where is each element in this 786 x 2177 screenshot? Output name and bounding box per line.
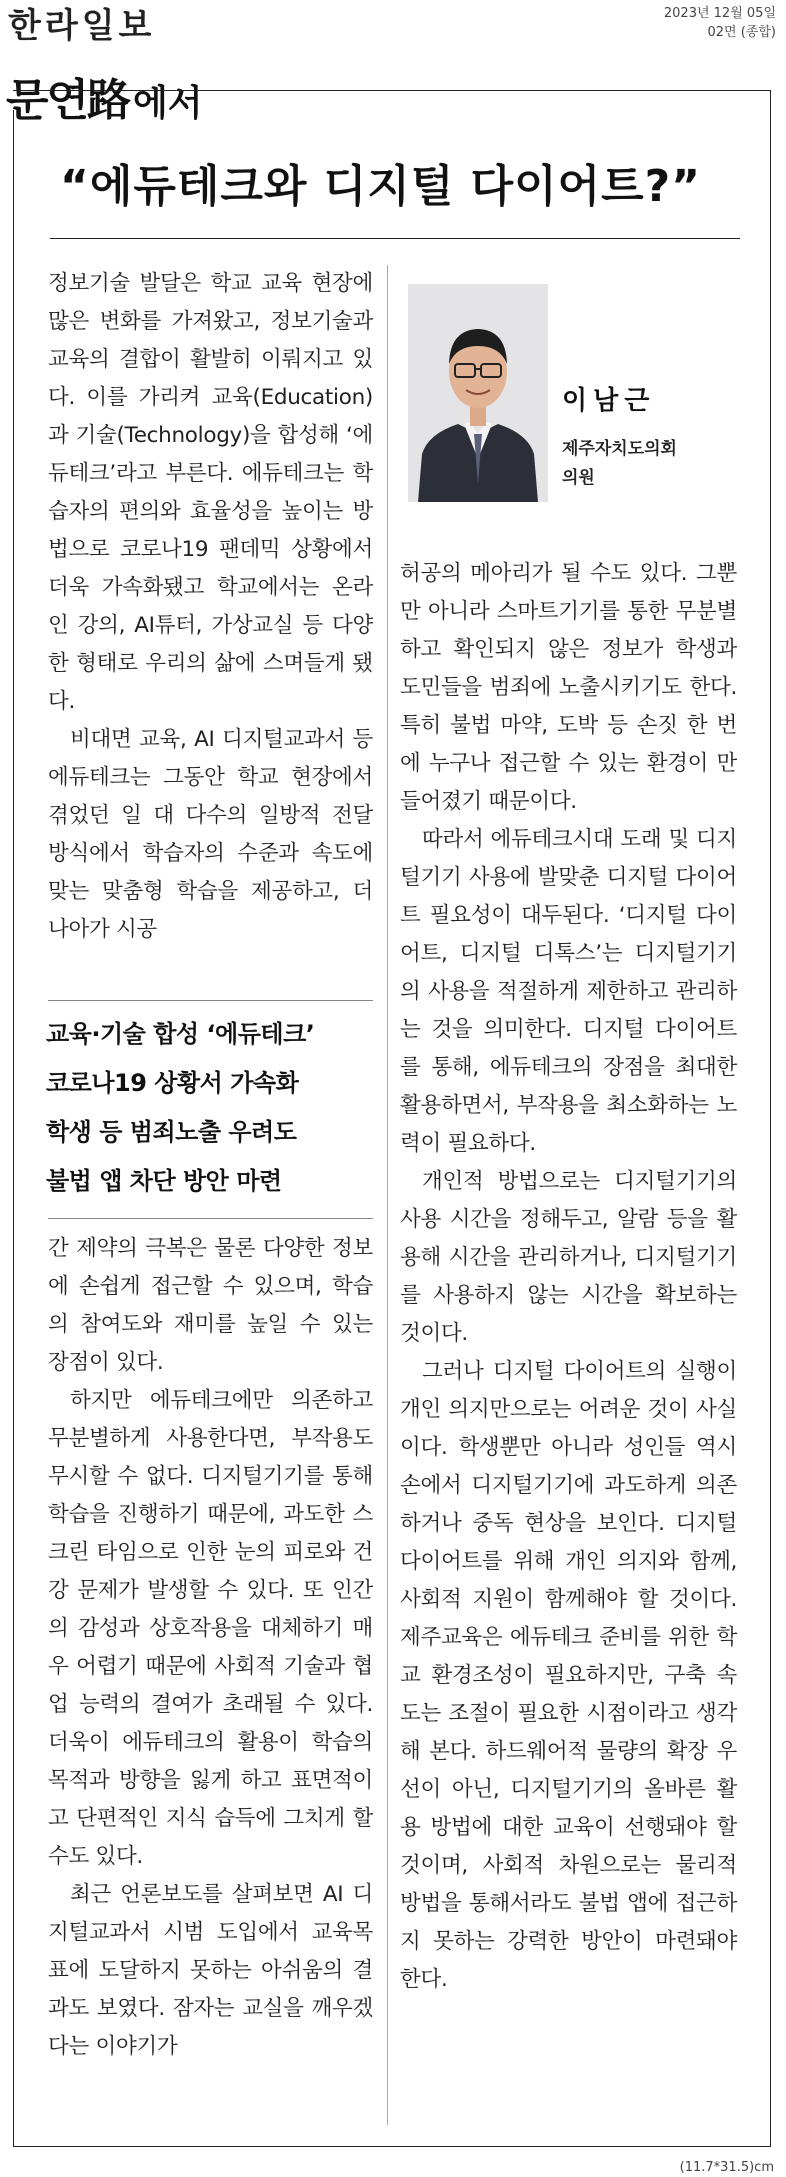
body-paragraph: 정보기술 발달은 학교 교육 현장에 많은 변화를 가져왔고, 정보기술과 교육의 결합이 활발히 이뤄지고 있다. 이를 가리켜 교육(Education)과 기술(Technology)을 합성해 ‘에듀테크’라고 부른다. 에듀테크는 학습자의 편의와 효율성을 높이는 방법으로 코로나19 팬데믹 상황에서 더욱 가속화됐고 학교에서는 온라인 강의, AI튜터, 가상교실 등 다양한 형태로 우리의 삶에 스며들게 됐다. xyxy=(48,271,373,714)
author-title-line: 의원 xyxy=(562,468,595,488)
pull-quote-line: 학생 등 범죄노출 우려도 xyxy=(46,1118,297,1146)
author-portrait-icon xyxy=(408,284,548,502)
body-paragraph: 따라서 에듀테크시대 도래 및 디지털기기 사용에 발맞춘 디지털 다이어트 필요성이 대두된다. ‘디지털 다이어트, 디지털 디톡스’는 디지털기기의 사용을 적절하게 제한하고 관리하는 것을 의미한다. 디지털 다이어트를 통해, 에듀테크의 장점을 최대한 활용하면서, 부작용을 최소화하는 노력이 필요하다. xyxy=(400,827,737,1156)
callout-rule-top xyxy=(48,1000,373,1001)
left-column-bottom xyxy=(48,1230,373,2066)
author-title-line: 제주자치도의회 xyxy=(562,439,677,459)
publication-date: 2023년 12월 05일 xyxy=(663,6,776,21)
left-column-top xyxy=(48,265,373,949)
date-line xyxy=(664,4,776,42)
body-paragraph: 비대면 교육, AI 디지털교과서 등 에듀테크는 그동안 학교 현장에서 겪었던 일 대 다수의 일방적 전달 방식에서 학습자의 수준과 속도에 맞는 맞춤형 학습을 제공하고, 더 나아가 시공 xyxy=(48,727,373,942)
page-number: 02면 (종합) xyxy=(707,25,776,40)
right-column xyxy=(400,555,737,1999)
section-logo-suffix: 에서 xyxy=(133,83,203,124)
clipping-size-note: (11.7*31.5)cm xyxy=(679,2160,774,2175)
pull-quote xyxy=(46,1010,386,1206)
article-frame-left-edge xyxy=(13,110,14,2147)
callout-rule-bottom xyxy=(48,1218,373,1219)
body-paragraph: 그러나 디지털 다이어트의 실행이 개인 의지만으로는 어려운 것이 사실이다. 학생뿐만 아니라 성인들 역시 손에서 디지털기기에 과도하게 의존하거나 중독 현상을 보인다. 디지털 다이어트를 위해 개인 의지와 함께, 사회적 지원이 함께해야 할 것이다. 제주교육은 에듀테크 준비를 위한 학교 환경조성이 필요하지만, 구축 속도는 조절이 필요한 시점이라고 생각해 본다. 하드웨어적 물량의 확장 우선이 아닌, 디지털기기의 올바른 활용 방법에 대한 교육이 선행돼야 할 것이며, 사회적 차원으로는 물리적 방법을 통해서라도 불법 앱에 접근하지 못하는 강력한 방안이 마련돼야 한다. xyxy=(400,1359,737,1992)
article-headline: “에듀테크와 디지털 다이어트?” xyxy=(60,161,702,212)
body-paragraph: 최근 언론보도를 살펴보면 AI 디지털교과서 시범 도입에서 교육목표에 도달하지 못하는 아쉬움의 결과도 보였다. 잠자는 교실을 깨우겠다는 이야기가 xyxy=(48,1882,373,2059)
section-logo-text: 문연路 xyxy=(6,75,130,126)
body-paragraph: 허공의 메아리가 될 수도 있다. 그뿐만 아니라 스마트기기를 통한 무분별하고 확인되지 않은 정보가 학생과 도민들을 범죄에 노출시키기도 한다. 특히 불법 마약, 도박 등 손짓 한 번에 누구나 접근할 수 있는 환경이 만들어졌기 때문이다. xyxy=(400,561,737,814)
pull-quote-line: 교육·기술 합성 ‘에듀테크’ xyxy=(46,1020,315,1048)
body-paragraph: 간 제약의 극복은 물론 다양한 정보에 손쉽게 접근할 수 있으며, 학습의 참여도와 재미를 높일 수 있는 장점이 있다. xyxy=(48,1236,373,1375)
body-paragraph: 개인적 방법으로는 디지털기기의 사용 시간을 정해두고, 알람 등을 활용해 시간을 관리하거나, 디지털기기를 사용하지 않는 시간을 확보하는 것이다. xyxy=(400,1169,737,1346)
pull-quote-line: 코로나19 상황서 가속화 xyxy=(46,1069,299,1097)
author-title xyxy=(562,435,677,493)
author-name: 이남근 xyxy=(562,386,656,416)
pull-quote-line: 불법 앱 차단 방안 마련 xyxy=(46,1167,282,1195)
body-paragraph: 하지만 에듀테크에만 의존하고 무분별하게 사용한다면, 부작용도 무시할 수 없다. 디지털기기를 통해 학습을 진행하기 때문에, 과도한 스크린 타임으로 인한 눈의 피로와 건강 문제가 발생할 수 있다. 또 인간의 감성과 상호작용을 대체하기 매우 어렵기 때문에 사회적 기술과 협업 능력의 결여가 초래될 수 있다. 더욱이 에듀테크의 활용이 학습의 목적과 방향을 잃게 하고 표면적이고 단편적인 지식 습득에 그치게 할 수도 있다. xyxy=(48,1388,373,1869)
newspaper-name: 한라일보 xyxy=(8,6,156,46)
column-divider xyxy=(387,265,388,2125)
author-photo xyxy=(408,284,548,502)
headline-divider xyxy=(50,238,740,239)
